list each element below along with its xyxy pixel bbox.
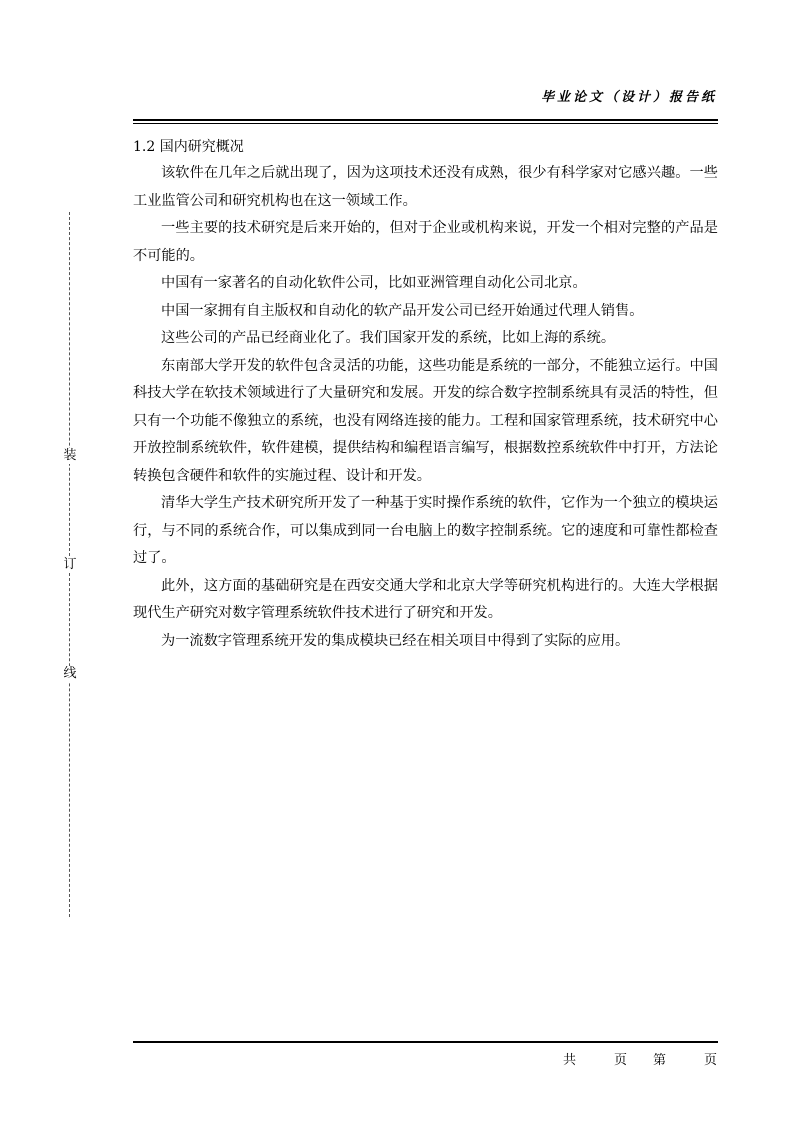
footer-total-label: 共 [562, 1053, 576, 1068]
binding-mark-ding: 订 [63, 557, 77, 572]
page-footer [563, 1049, 717, 1068]
footer-page-label-2: 页 [703, 1053, 717, 1068]
footer-number-label: 第 [652, 1053, 666, 1068]
header-rule-thin [133, 123, 718, 124]
paragraph: 中国有一家著名的自动化软件公司，比如亚洲管理自动化公司北京。 [161, 275, 587, 291]
paragraph: 中国一家拥有自主版权和自动化的软产品开发公司已经开始通过代理人销售。 [161, 302, 644, 319]
paragraph: 此外，这方面的基础研究是在西安交通大学和北京大学等研究机构进行的。大连大学根据现代生产研究对数字管理系统软件技术进行了研究和开发。 [133, 577, 718, 621]
paragraph: 清华大学生产技术研究所开发了一种基于实时操作系统的软件，它作为一个独立的模块运行，与不同的系统合作，可以集成到同一台电脑上的数字控制系统。它的速度和可靠性都检查过了。 [133, 495, 718, 566]
paragraph: 该软件在几年之后就出现了，因为这项技术还没有成熟，很少有科学家对它感兴趣。一些工业监管公司和研究机构也在这一领域工作。 [133, 165, 718, 209]
paragraph: 一些主要的技术研究是后来开始的，但对于企业或机构来说，开发一个相对完整的产品是不可能的。 [133, 220, 718, 264]
paragraph: 为一流数字管理系统开发的集成模块已经在相关项目中得到了实际的应用。 [161, 632, 630, 649]
paragraph: 这些公司的产品已经商业化了。我们国家开发的系统，比如上海的系统。 [161, 330, 616, 346]
paragraph: 东南部大学开发的软件包含灵活的功能，这些功能是系统的一部分，不能独立运行。中国科技大学在软技术领域进行了大量研究和发展。开发的综合数字控制系统具有灵活的特性，但只有一个功能不像独立的系统，也没有网络连接的能力。工程和国家管理系统，技术研究中心开放控制系统软件，软件建模，提供结构和编程语言编写，根据数控系统软件中打开，方法论转换包含硬件和软件的实施过程、设计和开发。 [133, 357, 718, 484]
footer-rule [133, 1041, 718, 1043]
report-header-title: 毕业论文（设计）报告纸 [540, 90, 717, 105]
binding-mark-xian: 线 [63, 666, 77, 681]
footer-page-label: 页 [613, 1053, 627, 1068]
binding-mark-zhuang: 装 [63, 448, 77, 463]
page-content [133, 136, 718, 655]
section-heading: 1.2 国内研究概况 [133, 139, 244, 155]
header-rule-thick [133, 119, 718, 121]
